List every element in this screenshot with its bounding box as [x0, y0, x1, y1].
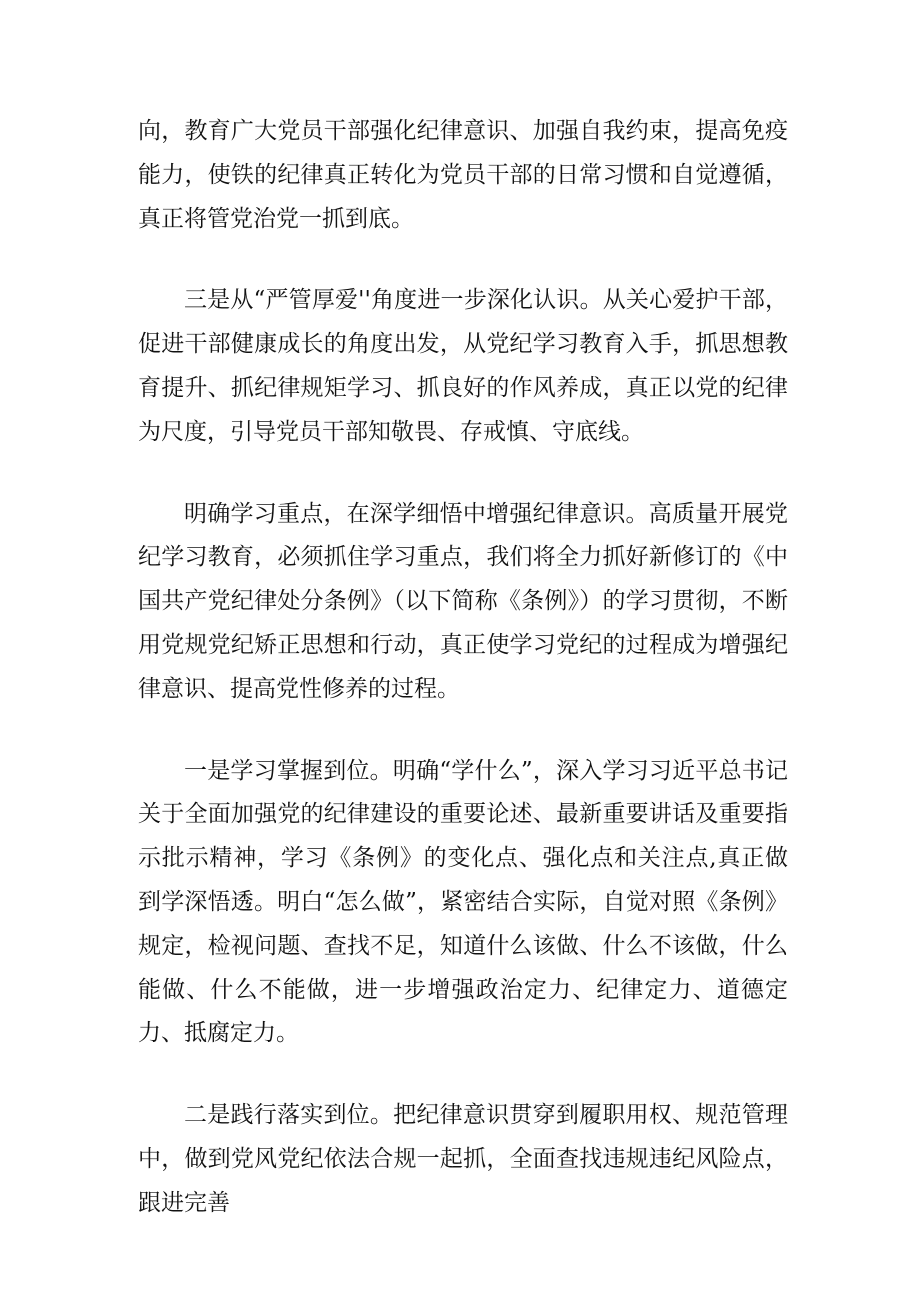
paragraph-practice: 二是践行落实到位。把纪律意识贯穿到履职用权、规范管理中，做到党风党纪依法合规一起抓，全面查找违规违纪风险点，跟进完善 [138, 1102, 788, 1216]
paragraph-study-mastery: 一是学习掌握到位。明确“学什么”，深入学习习近平总书记关于全面加强党的纪律建设的重要论述、最新重要讲话及重要指示批示精神，学习《条例》的变化点、强化点和关注点,真正做到学深悟透。明白“怎么做”，紧密结合实际，自觉对照《条例》规定，检视问题、查找不足，知道什么该做、什么不该做，什么能做、什么不能做，进一步增强政治定力、纪律定力、道德定力、抵腐定力。 [138, 757, 788, 1047]
document-body [138, 110, 788, 1264]
paragraph-study-focus: 明确学习重点，在深学细悟中增强纪律意识。高质量开展党纪学习教育，必须抓住学习重点，我们将全力抓好新修订的《中国共产党纪律处分条例》（以下简称《条例》）的学习贯彻，不断用党规党纪矫正思想和行动，真正使学习党纪的过程成为增强纪律意识、提高党性修养的过程。 [138, 500, 788, 702]
paragraph-continuation: 向，教育广大党员干部强化纪律意识、加强自我约束，提高免疫能力，使铁的纪律真正转化为党员干部的日常习惯和自觉遵循，真正将管党治党一抓到底。 [138, 118, 788, 232]
paragraph-strict-care: 三是从“严管厚爱''角度进一步深化认识。从关心爱护干部，促进干部健康成长的角度出发，从党纪学习教育入手，抓思想教育提升、抓纪律规矩学习、抓良好的作风养成，真正以党的纪律为尺度，引导党员干部知敬畏、存戒慎、守底线。 [138, 287, 788, 445]
